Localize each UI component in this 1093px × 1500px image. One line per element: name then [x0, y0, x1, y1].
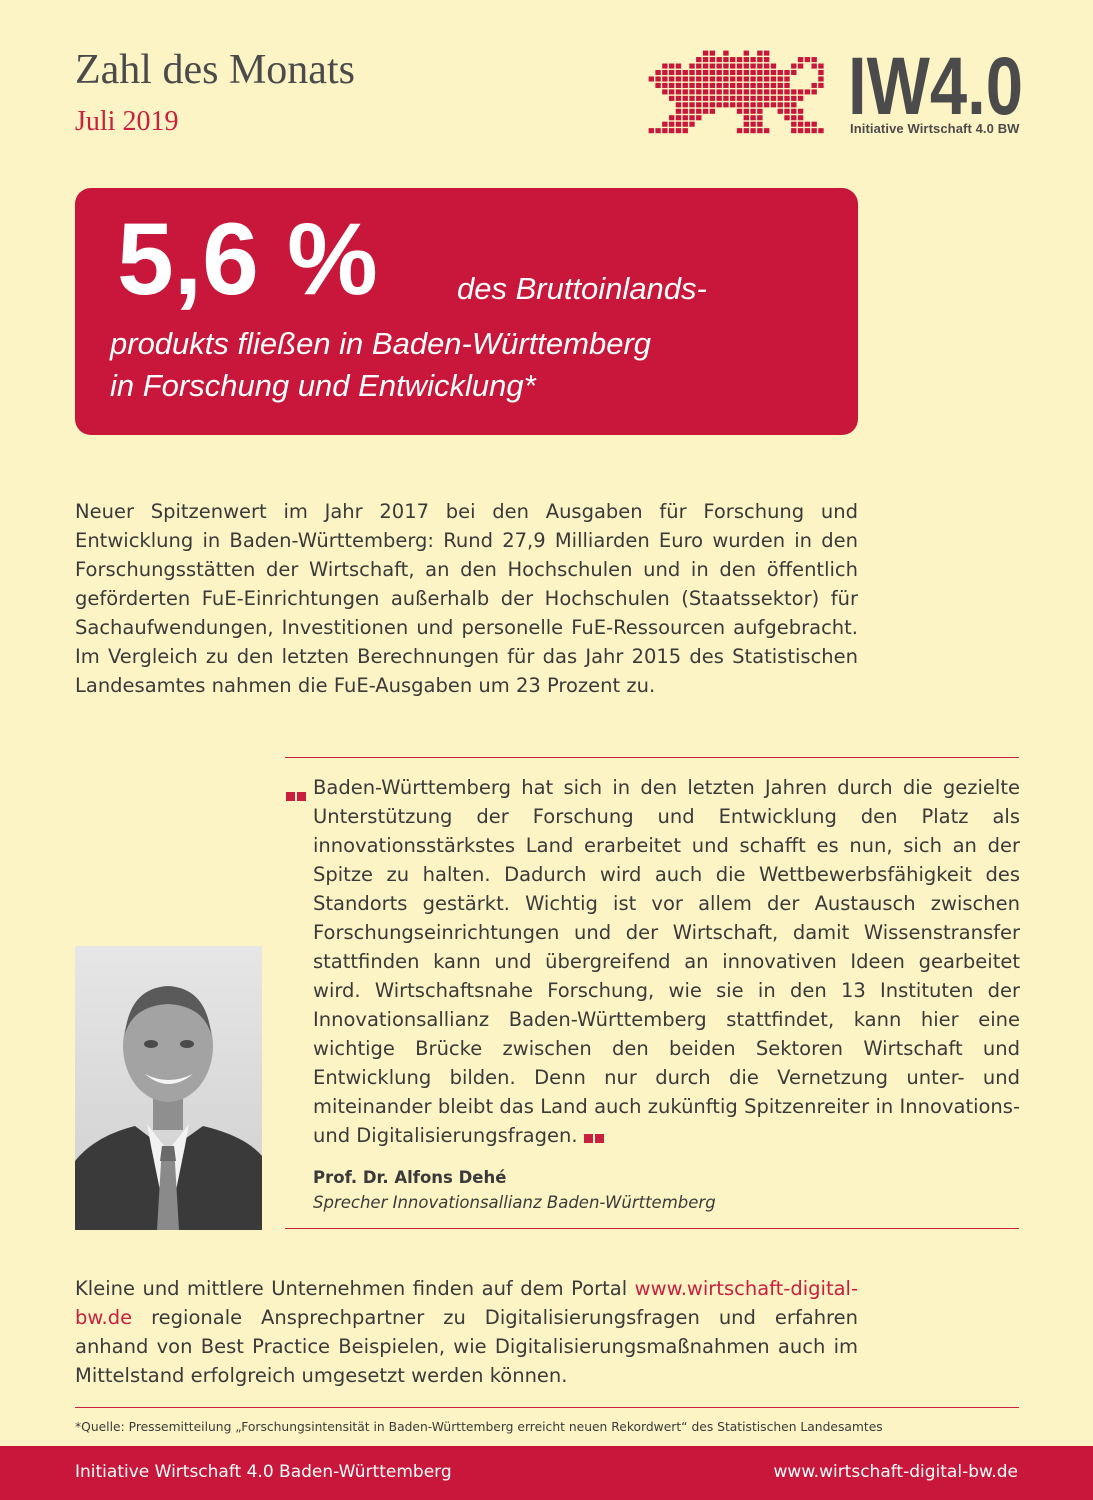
- hero-box: [75, 188, 858, 435]
- author-name: Prof. Dr. Alfons Dehé: [313, 1168, 507, 1187]
- hero-line-2: produkts fließen in Baden-Württemberg: [110, 326, 652, 361]
- divider-bottom: [75, 1407, 1019, 1408]
- author-role: Sprecher Innovationsallianz Baden-Württemberg: [313, 1193, 716, 1212]
- logo-subtitle: Initiative Wirtschaft 4.0 BW: [850, 121, 1020, 136]
- quote-text: Baden-Württemberg hat sich in den letzten Jahren durch die gezielte Unterstützung der Forschung und Entwicklung den Platz als innovationsstärkstes Land erarbeitet und schafft es nun, sich an der Spitze zu halten. Dadurch wird auch die Wettbewerbsfähigkeit des Standorts gestärkt. Wichtig ist vor allem der Austausch zwischen Forschungseinrichtungen und der Wirtschaft, damit Wissenstransfer stattfinden kann und übergreifend an innovativen Ideen gearbeitet wird. Wirtschaftsnahe Forschung, wie sie in den 13 Instituten der Innovationsallianz Baden-Württemberg stattfindet, kann hier eine wichtige Brücke zwischen den beiden Sektoren Wirtschaft und Entwicklung bilden. Denn nur durch die Vernetzung unter- und miteinander bleibt das Land auch zukünftig Spitzenreiter in Innovations- und Digitalisierungsfragen.: [313, 776, 1020, 1147]
- hero-value: 5,6 %: [117, 202, 378, 316]
- footer-organization: Initiative Wirtschaft 4.0 Baden-Württemberg: [75, 1462, 452, 1482]
- divider-middle: [285, 1228, 1019, 1229]
- portal-paragraph: [75, 1274, 858, 1390]
- intro-paragraph: Neuer Spitzenwert im Jahr 2017 bei den Ausgaben für Forschung und Entwicklung in Baden-Württemberg: Rund 27,9 Milliarden Euro wurden in den Forschungsstätten der Wirtschaft, an den Hochschulen und in den öffentlich geförderten FuE-Einrichtungen außerhalb der Hochschulen (Staatssektor) für Sachaufwendungen, Investitionen und personelle FuE-Ressourcen aufgebracht. Im Vergleich zu den letzten Berechnungen für das Jahr 2015 des Statistischen Landesamtes nahmen die FuE-Ausgaben um 23 Prozent zu.: [75, 500, 858, 697]
- iw40-logo: [648, 50, 1023, 136]
- footer-website-link[interactable]: www.wirtschaft-digital-bw.de: [773, 1462, 1018, 1482]
- hero-line-1: des Bruttoinlands-: [457, 271, 707, 306]
- iw40-wordmark: [848, 50, 1023, 118]
- pixel-lion-icon: [648, 50, 838, 134]
- quote-end-marker: [584, 1122, 606, 1151]
- footer-bar: [0, 1446, 1093, 1500]
- footnote: *Quelle: Pressemitteilung „Forschungsintensität in Baden-Württemberg erreicht neuen Rekordwert“ des Statistischen Landesamtes: [75, 1420, 883, 1434]
- quote-paragraph: [313, 773, 1020, 1151]
- quote-start-marker: [286, 786, 308, 805]
- portal-text-after: regionale Ansprechpartner zu Digitalisierungsfragen und erfahren anhand von Best Practice Beispielen, wie Digitalisierungsmaßnahmen auch im Mittelstand erfolgreich umgesetzt werden können.: [75, 1306, 858, 1387]
- portal-link[interactable]: www.wirtschaft-digital-bw.de: [75, 1277, 858, 1329]
- iw40-wordmark-text: IW4.0: [848, 50, 1023, 118]
- issue-date: Juli 2019: [75, 106, 179, 137]
- hero-line-3: in Forschung und Entwicklung*: [110, 368, 536, 403]
- page-title: Zahl des Monats: [75, 47, 355, 93]
- portal-text-before: Kleine und mittlere Unternehmen finden auf dem Portal: [75, 1277, 635, 1300]
- divider-top: [285, 757, 1019, 758]
- portrait-photo-icon: [75, 946, 262, 1230]
